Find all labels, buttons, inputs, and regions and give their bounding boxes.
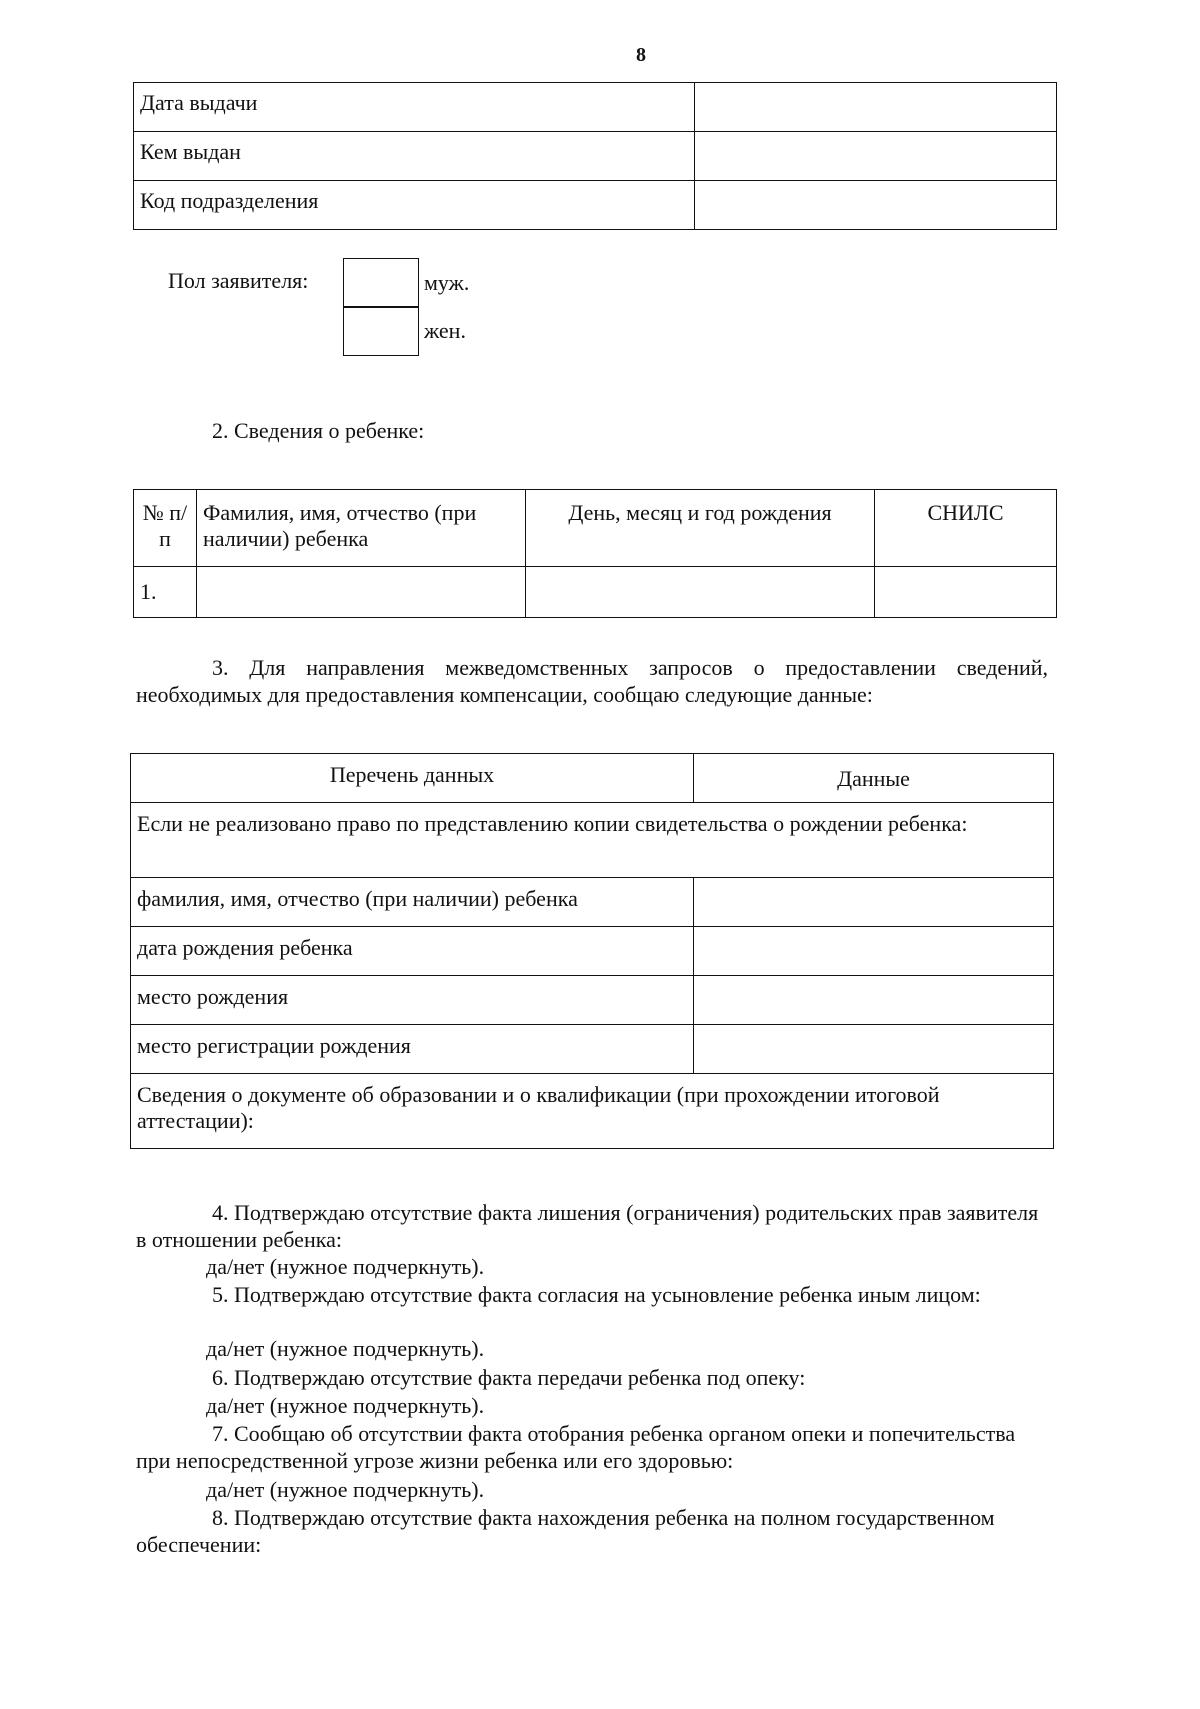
- item-4-text: 4. Подтверждаю отсутствие факта лишения (ограничения) родительских прав заявителя в отношении ребенка:: [136, 1200, 1039, 1252]
- table-row: [131, 1025, 1054, 1074]
- gender-male-checkbox[interactable]: [343, 258, 419, 308]
- data-value-field[interactable]: [694, 976, 1054, 1025]
- data-value-field[interactable]: [694, 878, 1054, 927]
- table-row: [134, 567, 1057, 618]
- gender-label: Пол заявителя:: [168, 268, 309, 293]
- gender-female-checkbox[interactable]: [343, 306, 419, 356]
- item-6-answer[interactable]: да/нет (нужное подчеркнуть).: [206, 1393, 485, 1418]
- group-title: Если не реализовано право по представлению копии свидетельства о рождении ребенка:: [131, 803, 1054, 878]
- child-table: [133, 489, 1057, 618]
- child-birthdate-field[interactable]: [526, 567, 875, 618]
- table-row: [131, 927, 1054, 976]
- passport-label: Кем выдан: [134, 132, 695, 181]
- item-7-text: 7. Сообщаю об отсутствии факта отобрания ребенка органом опеки и попечительства при непосредственной угрозе жизни ребенка или его здоровью:: [136, 1421, 1016, 1473]
- passport-value-field[interactable]: [695, 132, 1057, 181]
- table-row: [131, 878, 1054, 927]
- table-row: [131, 803, 1054, 878]
- column-header: Данные: [694, 754, 1054, 803]
- child-name-field[interactable]: [197, 567, 526, 618]
- data-value-field[interactable]: [694, 1025, 1054, 1074]
- column-header: Перечень данных: [131, 754, 694, 803]
- section-3-intro: 3. Для направления межведомственных запросов о предоставлении сведений, необходимых для предоставления компенсации, сообщаю следующие данные:: [136, 655, 1048, 707]
- table-cell: 1.: [134, 567, 197, 618]
- table-row: [131, 1074, 1054, 1149]
- passport-label: Код подразделения: [134, 181, 695, 230]
- table-row: [134, 132, 1057, 181]
- page-number: 8: [636, 44, 646, 66]
- group-title: Сведения о документе об образовании и о квалификации (при прохождении итоговой аттестации):: [131, 1074, 1054, 1149]
- data-label: место регистрации рождения: [131, 1025, 694, 1074]
- data-label: фамилия, имя, отчество (при наличии) ребенка: [131, 878, 694, 927]
- item-8-text: 8. Подтверждаю отсутствие факта нахождения ребенка на полном государственном обеспечении:: [136, 1505, 995, 1557]
- gender-male-label: муж.: [424, 270, 470, 295]
- passport-table: [133, 82, 1057, 230]
- column-header: День, месяц и год рождения: [526, 490, 875, 567]
- column-header: СНИЛС: [875, 490, 1057, 567]
- data-label: дата рождения ребенка: [131, 927, 694, 976]
- item-4-answer[interactable]: да/нет (нужное подчеркнуть).: [206, 1254, 485, 1279]
- table-header-row: [131, 754, 1054, 803]
- table-row: [134, 83, 1057, 132]
- section-2-title: 2. Сведения о ребенке:: [212, 418, 425, 443]
- passport-value-field[interactable]: [695, 181, 1057, 230]
- passport-value-field[interactable]: [695, 83, 1057, 132]
- item-5-text: 5. Подтверждаю отсутствие факта согласия на усыновление ребенка иным лицом:: [212, 1282, 981, 1307]
- column-header: № п/п: [134, 490, 197, 567]
- child-snils-field[interactable]: [875, 567, 1057, 618]
- gender-female-label: жен.: [424, 318, 466, 343]
- passport-label: Дата выдачи: [134, 83, 695, 132]
- table-row: [134, 181, 1057, 230]
- table-row: [131, 976, 1054, 1025]
- table-header-row: [134, 490, 1057, 567]
- data-table: [130, 753, 1054, 1149]
- item-7-answer[interactable]: да/нет (нужное подчеркнуть).: [206, 1477, 485, 1502]
- column-header: Фамилия, имя, отчество (при наличии) ребенка: [197, 490, 526, 567]
- data-label: место рождения: [131, 976, 694, 1025]
- data-value-field[interactable]: [694, 927, 1054, 976]
- item-5-answer[interactable]: да/нет (нужное подчеркнуть).: [206, 1336, 485, 1361]
- item-6-text: 6. Подтверждаю отсутствие факта передачи ребенка под опеку:: [212, 1365, 806, 1390]
